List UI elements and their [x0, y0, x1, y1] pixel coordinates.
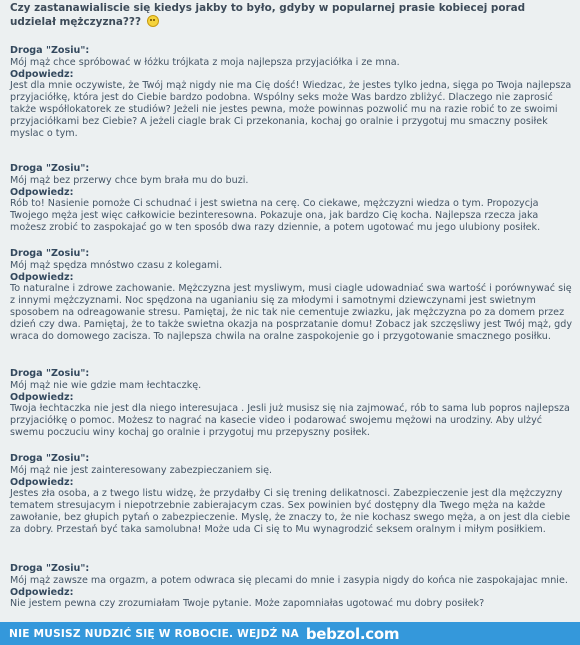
qa-entry — [10, 45, 576, 139]
qa-entry — [10, 368, 576, 439]
answer-text: Jest dla mnie oczywiste, że Twój mąż nigdy nie ma Cię dość! Wiedzac, że jestes tylko jedna, sięga po Twoja najlepsza przyjaciółkę, która jest do Ciebie bardzo podobna. Wspólny seks może Was bardzo zbliżyć. Dlaczego nie zaprosić także współlokatorek ze studiów? Jeżeli nie jestes pewna, może powinnas pozwolić mu na razie robić to ze swoimi przyjaciółkami bez Ciebie? A jeżeli ciagle brak Ci przekonania, kochaj go oralnie i przygotuj mu smaczny posiłek myslac o tym. — [10, 80, 572, 139]
smiley-icon — [147, 15, 159, 27]
qa-entry — [10, 248, 576, 342]
answer-label: Odpowiedz: — [10, 271, 74, 283]
question-label: Droga "Zosiu": — [10, 563, 90, 574]
question-text: Mój mąż bez przerwy chce bym brała mu do buzi. — [10, 174, 249, 186]
question-label: Droga "Zosiu": — [10, 368, 90, 379]
qa-entry — [10, 453, 576, 536]
site-logo[interactable]: bebzol.com — [305, 624, 400, 643]
answer-text: Twoja łechtaczka nie jest dla niego interesujaca . Jesli już musisz się nia zajmować, rób to sama lub popros najlepsza przyjaciółkę o pomoc. Możesz to nagrać na kasecie video i podarować swojemu mężowi na urodziny. Aby ulżyć swemu poczuciu winy kochaj go oralnie i przygotuj mu przepyszny posiłek. — [10, 403, 570, 438]
question-text: Mój mąż chce spróbować w łóżku trójkata z moja najlepsza przyjaciółka i ze mna. — [10, 56, 400, 68]
answer-text: Jestes zła osoba, a z twego listu widzę, że przydałby Ci się trening delikatnosci. Zabezpieczenie jest dla mężczyzny tematem stresujacym i niepotrzebnie zabierajacym czas. Sex powinien być dostępny dla Twego męża na każde zawołanie, bez głupich pytań o zabezpieczenie. Myslę, że znaczy to, że nie kochasz swego męża, a on jest dla ciebie za dobry. Przestań być taka samolubna! Może uda Ci się to Mu wynagrodzić seksem oralnym i miłym posiłkiem. — [10, 488, 571, 535]
question-label: Droga "Zosiu": — [10, 453, 90, 464]
article-headline — [10, 1, 570, 29]
qa-entry — [10, 163, 576, 234]
qa-entry — [10, 563, 576, 610]
question-label: Droga "Zosiu": — [10, 163, 90, 174]
footer-text: NIE MUSISZ NUDZIĆ SIĘ W ROBOCIE. WEJDŹ NA — [9, 627, 299, 640]
answer-label: Odpowiedz: — [10, 391, 74, 403]
question-text: Mój mąż zawsze ma orgazm, a potem odwraca się plecami do mnie i zasypia nigdy do końca nie zaspokajajac mnie. — [10, 574, 568, 586]
answer-label: Odpowiedz: — [10, 476, 74, 488]
answer-text: Nie jestem pewna czy zrozumiałam Twoje pytanie. Może zapomniałas ugotować mu dobry posiłek? — [10, 598, 485, 610]
question-text: Mój mąż nie jest zainteresowany zabezpieczaniem się. — [10, 464, 273, 476]
answer-label: Odpowiedz: — [10, 68, 74, 80]
question-text: Mój mąż spędza mnóstwo czasu z kolegami. — [10, 259, 223, 271]
question-label: Droga "Zosiu": — [10, 248, 90, 259]
headline-text: Czy zastanawialiscie się kiedys jakby to było, gdyby w popularnej prasie kobiecej porad udzielał mężczyzna??? — [10, 2, 526, 28]
answer-label: Odpowiedz: — [10, 186, 74, 198]
question-text: Mój mąż nie wie gdzie mam łechtaczkę. — [10, 379, 202, 391]
question-label: Droga "Zosiu": — [10, 45, 90, 56]
answer-label: Odpowiedz: — [10, 586, 74, 598]
footer-banner[interactable] — [0, 622, 580, 645]
answer-text: To naturalne i zdrowe zachowanie. Mężczyzna jest mysliwym, musi ciagle udowadniać swa wartość i porównywać się z innymi mężczyznami. Noc spędzona na uganianiu się za młodymi i samotnymi dziewczynami jest swietnym sposobem na odreagowanie stresu. Pamiętaj, że nic tak nie cementuje zwiazku, jak mężczyzna po za domem przez dzień czy dwa. Pamiętaj, że to także swietna okazja na posprzatanie domu! Zobacz jak szczęsliwy jest Twój mąż, gdy wraca do domowego zacisza. To najlepsza chwila na oralne zaspokojenie go i przygotowanie smacznego posiłku. — [10, 283, 573, 342]
answer-text: Rób to! Nasienie pomoże Ci schudnać i jest swietna na cerę. Co ciekawe, mężczyzni wiedza o tym. Propozycja Twojego męża jest więc całkowicie bezinteresowna. Pokazuje ona, jak bardzo Cię kocha. Najlepsza rzecza jaka możesz zrobić to zaspokajać go w ten sposób dwa razy dziennie, a potem ugotować mu jego ulubiony posiłek. — [10, 198, 541, 233]
